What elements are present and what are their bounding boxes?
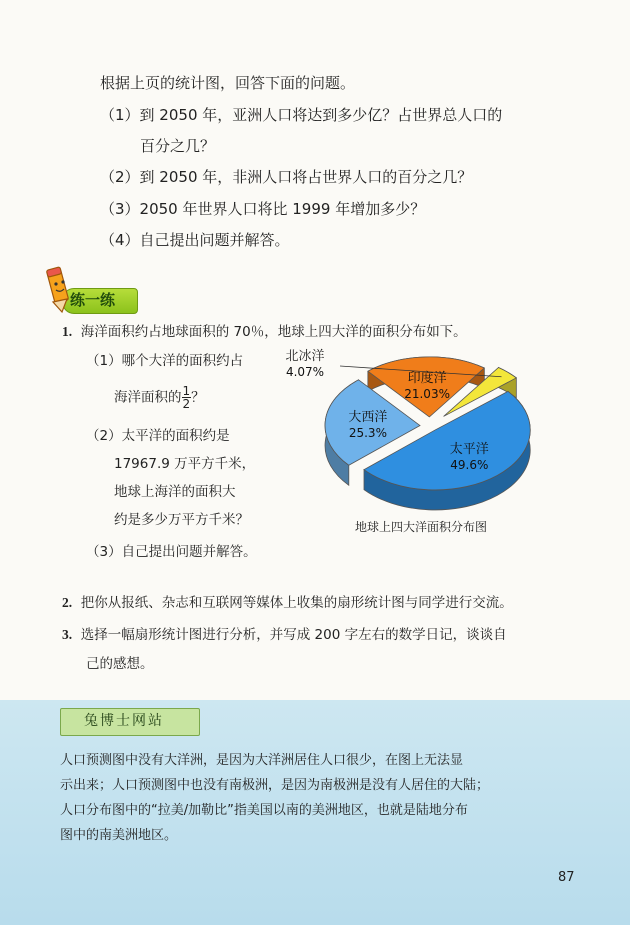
question-4: （4）自己提出问题并解答。	[100, 231, 290, 249]
exercise-1-sub-2-line-2: 17967.9 万平方千米，	[114, 456, 256, 472]
exercise-3-cont: 己的感想。	[86, 656, 154, 672]
question-1-cont: 百分之几？	[140, 137, 216, 155]
exercise-3-number: 3.	[62, 627, 73, 642]
exercise-3	[62, 626, 507, 644]
website-text-line-2: 示出来；人口预测图中也没有南极洲，是因为南极洲是没有人居住的大陆；	[60, 778, 490, 793]
question-1: （1）到 2050 年，亚洲人口将达到多少亿？占世界总人口的	[100, 106, 503, 124]
exercise-2-text: 把你从报纸、杂志和互联网等媒体上收集的扇形统计图与同学进行交流。	[80, 595, 513, 611]
exercise-1	[62, 323, 467, 341]
exercise-1-number: 1.	[62, 324, 73, 339]
exercise-2	[62, 594, 513, 612]
pie-label-name-3: 北冰洋	[285, 349, 325, 364]
website-text-line-3: 人口分布图中的“拉美/加勒比”指美国以南的美洲地区，也就是陆地分布	[60, 803, 468, 818]
practice-label: 练一练	[70, 291, 116, 309]
exercise-1-sub-2-line-3: 地球上海洋的面积大	[114, 484, 236, 500]
intro-text: 根据上页的统计图，回答下面的问题。	[100, 74, 356, 92]
website-text-line-4: 图中的南美洲地区。	[60, 828, 178, 843]
pie-label-value-2: 21.03%	[404, 386, 450, 401]
question-2: （2）到 2050 年，非洲人口将占世界人口的百分之几？	[100, 168, 473, 186]
pie-label-name-0: 太平洋	[449, 441, 489, 457]
website-title: 兔博士网站	[84, 713, 164, 729]
pie-label-value-3: 4.07%	[285, 365, 325, 379]
pie-label-name-1: 大西洋	[348, 410, 388, 426]
page-number: 87	[558, 870, 575, 885]
exercise-1-text: 海洋面积约占地球面积的 70％，地球上四大洋的面积分布如下。	[80, 324, 467, 340]
exercise-1-sub-2-line-4: 约是多少万平方千米？	[114, 512, 249, 528]
exercise-2-number: 2.	[62, 595, 73, 610]
exercise-3-text: 选择一幅扇形统计图进行分析，并写成 200 字左右的数学日记，谈谈自	[80, 627, 507, 643]
exercise-1-sub-1-cont	[114, 385, 205, 410]
ocean-area-pie-chart	[280, 346, 540, 516]
pie-label-value-1: 25.3%	[348, 426, 387, 441]
fraction-one-half	[182, 385, 192, 410]
exercise-1-sub-3: （3）自己提出问题并解答。	[86, 544, 257, 560]
pie-label-value-0: 49.6%	[450, 457, 489, 472]
chart-title: 地球上四大洋面积分布图	[355, 520, 488, 534]
exercise-1-sub-2: （2）太平洋的面积约是	[86, 428, 230, 444]
pie-label-name-2: 印度洋	[407, 370, 447, 386]
fraction-denominator: 2	[182, 397, 191, 411]
sub-1-question-mark: ？	[191, 389, 205, 406]
sub-1-text: 海洋面积的	[114, 389, 182, 406]
practice-badge	[40, 262, 140, 318]
question-3: （3）2050 年世界人口将比 1999 年增加多少？	[100, 200, 426, 218]
website-text-line-1: 人口预测图中没有大洋洲，是因为大洋洲居住人口很少，在图上无法显	[60, 753, 464, 768]
fraction-numerator: 1	[182, 384, 191, 398]
exercise-1-sub-1: （1）哪个大洋的面积约占	[86, 353, 244, 369]
